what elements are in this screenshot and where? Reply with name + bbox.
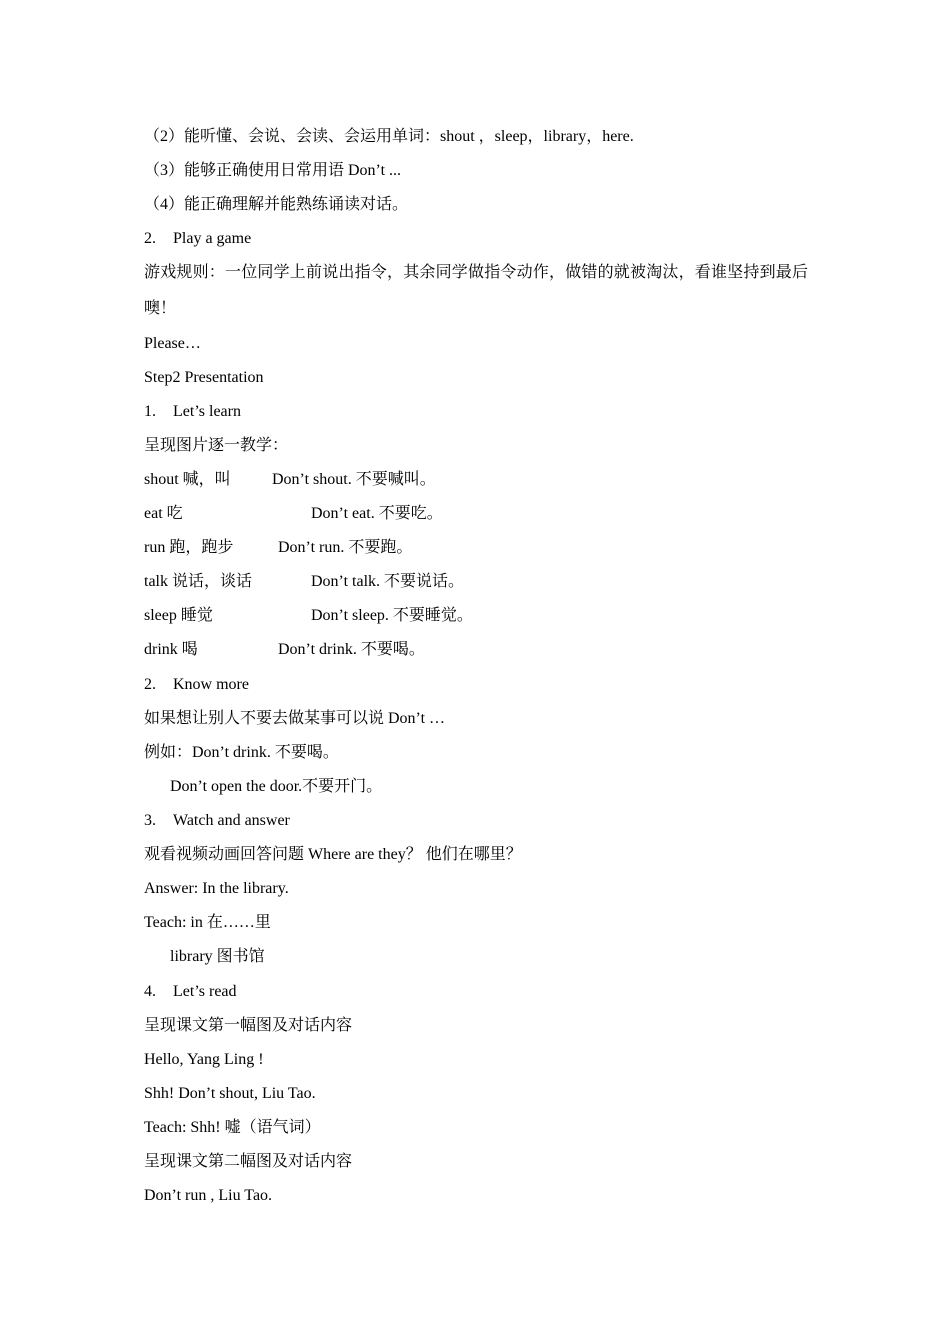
word-row-shout — [144, 470, 231, 490]
phrase-shout: Don’t shout. 不要喊叫。 — [272, 471, 436, 488]
word-row-eat — [144, 504, 183, 524]
watch-title: Watch and answer — [173, 812, 290, 829]
watch-heading — [144, 811, 290, 831]
game-please: Please… — [144, 335, 201, 352]
game-num: 2. — [144, 230, 156, 247]
game-title: Play a game — [173, 230, 252, 247]
word: eat 吃 — [144, 505, 183, 522]
know-more-title: Know more — [173, 676, 249, 693]
learn-intro: 呈现图片逐一教学： — [144, 437, 289, 454]
step2-title: Step2 Presentation — [144, 369, 264, 386]
objective-4: （4）能正确理解并能熟练诵读对话。 — [144, 196, 409, 213]
game-heading — [144, 229, 251, 249]
know-more-heading — [144, 675, 249, 695]
phrase-drink: Don’t drink. 不要喝。 — [278, 641, 425, 658]
word-row-talk — [144, 572, 252, 592]
phrase-run: Don’t run. 不要跑。 — [278, 539, 413, 556]
read-teach: Teach: Shh! 嘘（语气词） — [144, 1119, 321, 1136]
read-line-3: Don’t run , Liu Tao. — [144, 1187, 273, 1204]
watch-question: 观看视频动画回答问题 Where are they？ 他们在哪里？ — [144, 846, 522, 863]
word: run 跑，跑步 — [144, 539, 234, 556]
read-pic-1: 呈现课文第一幅图及对话内容 — [144, 1017, 353, 1034]
word-row-sleep — [144, 606, 213, 626]
know-more-num: 2. — [144, 676, 156, 693]
read-line-1: Hello, Yang Ling ! — [144, 1051, 264, 1068]
watch-teach-2: library 图书馆 — [170, 948, 265, 965]
watch-num: 3. — [144, 812, 156, 829]
read-title: Let’s read — [173, 983, 237, 1000]
read-heading — [144, 982, 237, 1002]
word: sleep 睡觉 — [144, 607, 213, 624]
phrase-eat: Don’t eat. 不要吃。 — [311, 505, 443, 522]
watch-answer: Answer: In the library. — [144, 880, 289, 897]
learn-num: 1. — [144, 403, 156, 420]
learn-heading — [144, 402, 241, 422]
word: shout 喊，叫 — [144, 471, 231, 488]
game-rules: 游戏规则：一位同学上前说出指令，其余同学做指令动作，做错的就被淘汰，看谁坚持到最后噢！ — [144, 264, 808, 317]
word-row-run — [144, 538, 233, 558]
objective-3: （3）能够正确使用日常用语 Don’t ... — [144, 162, 402, 179]
know-more-text: 如果想让别人不要去做某事可以说 Don’t … — [144, 710, 446, 727]
objective-2: （2）能听懂、会说、会读、会运用单词：shout ，sleep，library，here. — [144, 128, 634, 145]
word: talk 说话，谈话 — [144, 573, 252, 590]
word-row-drink — [144, 640, 198, 660]
word: drink 喝 — [144, 641, 198, 658]
know-more-example-2: Don’t open the door.不要开门。 — [170, 778, 383, 795]
know-more-example-1: 例如：Don’t drink. 不要喝。 — [144, 744, 339, 761]
phrase-talk: Don’t talk. 不要说话。 — [311, 573, 465, 590]
read-line-2: Shh! Don’t shout, Liu Tao. — [144, 1085, 316, 1102]
read-pic-2: 呈现课文第二幅图及对话内容 — [144, 1153, 353, 1170]
read-num: 4. — [144, 983, 156, 1000]
phrase-sleep: Don’t sleep. 不要睡觉。 — [311, 607, 473, 624]
watch-teach-1: Teach: in 在……里 — [144, 914, 271, 931]
learn-title: Let’s learn — [173, 403, 241, 420]
